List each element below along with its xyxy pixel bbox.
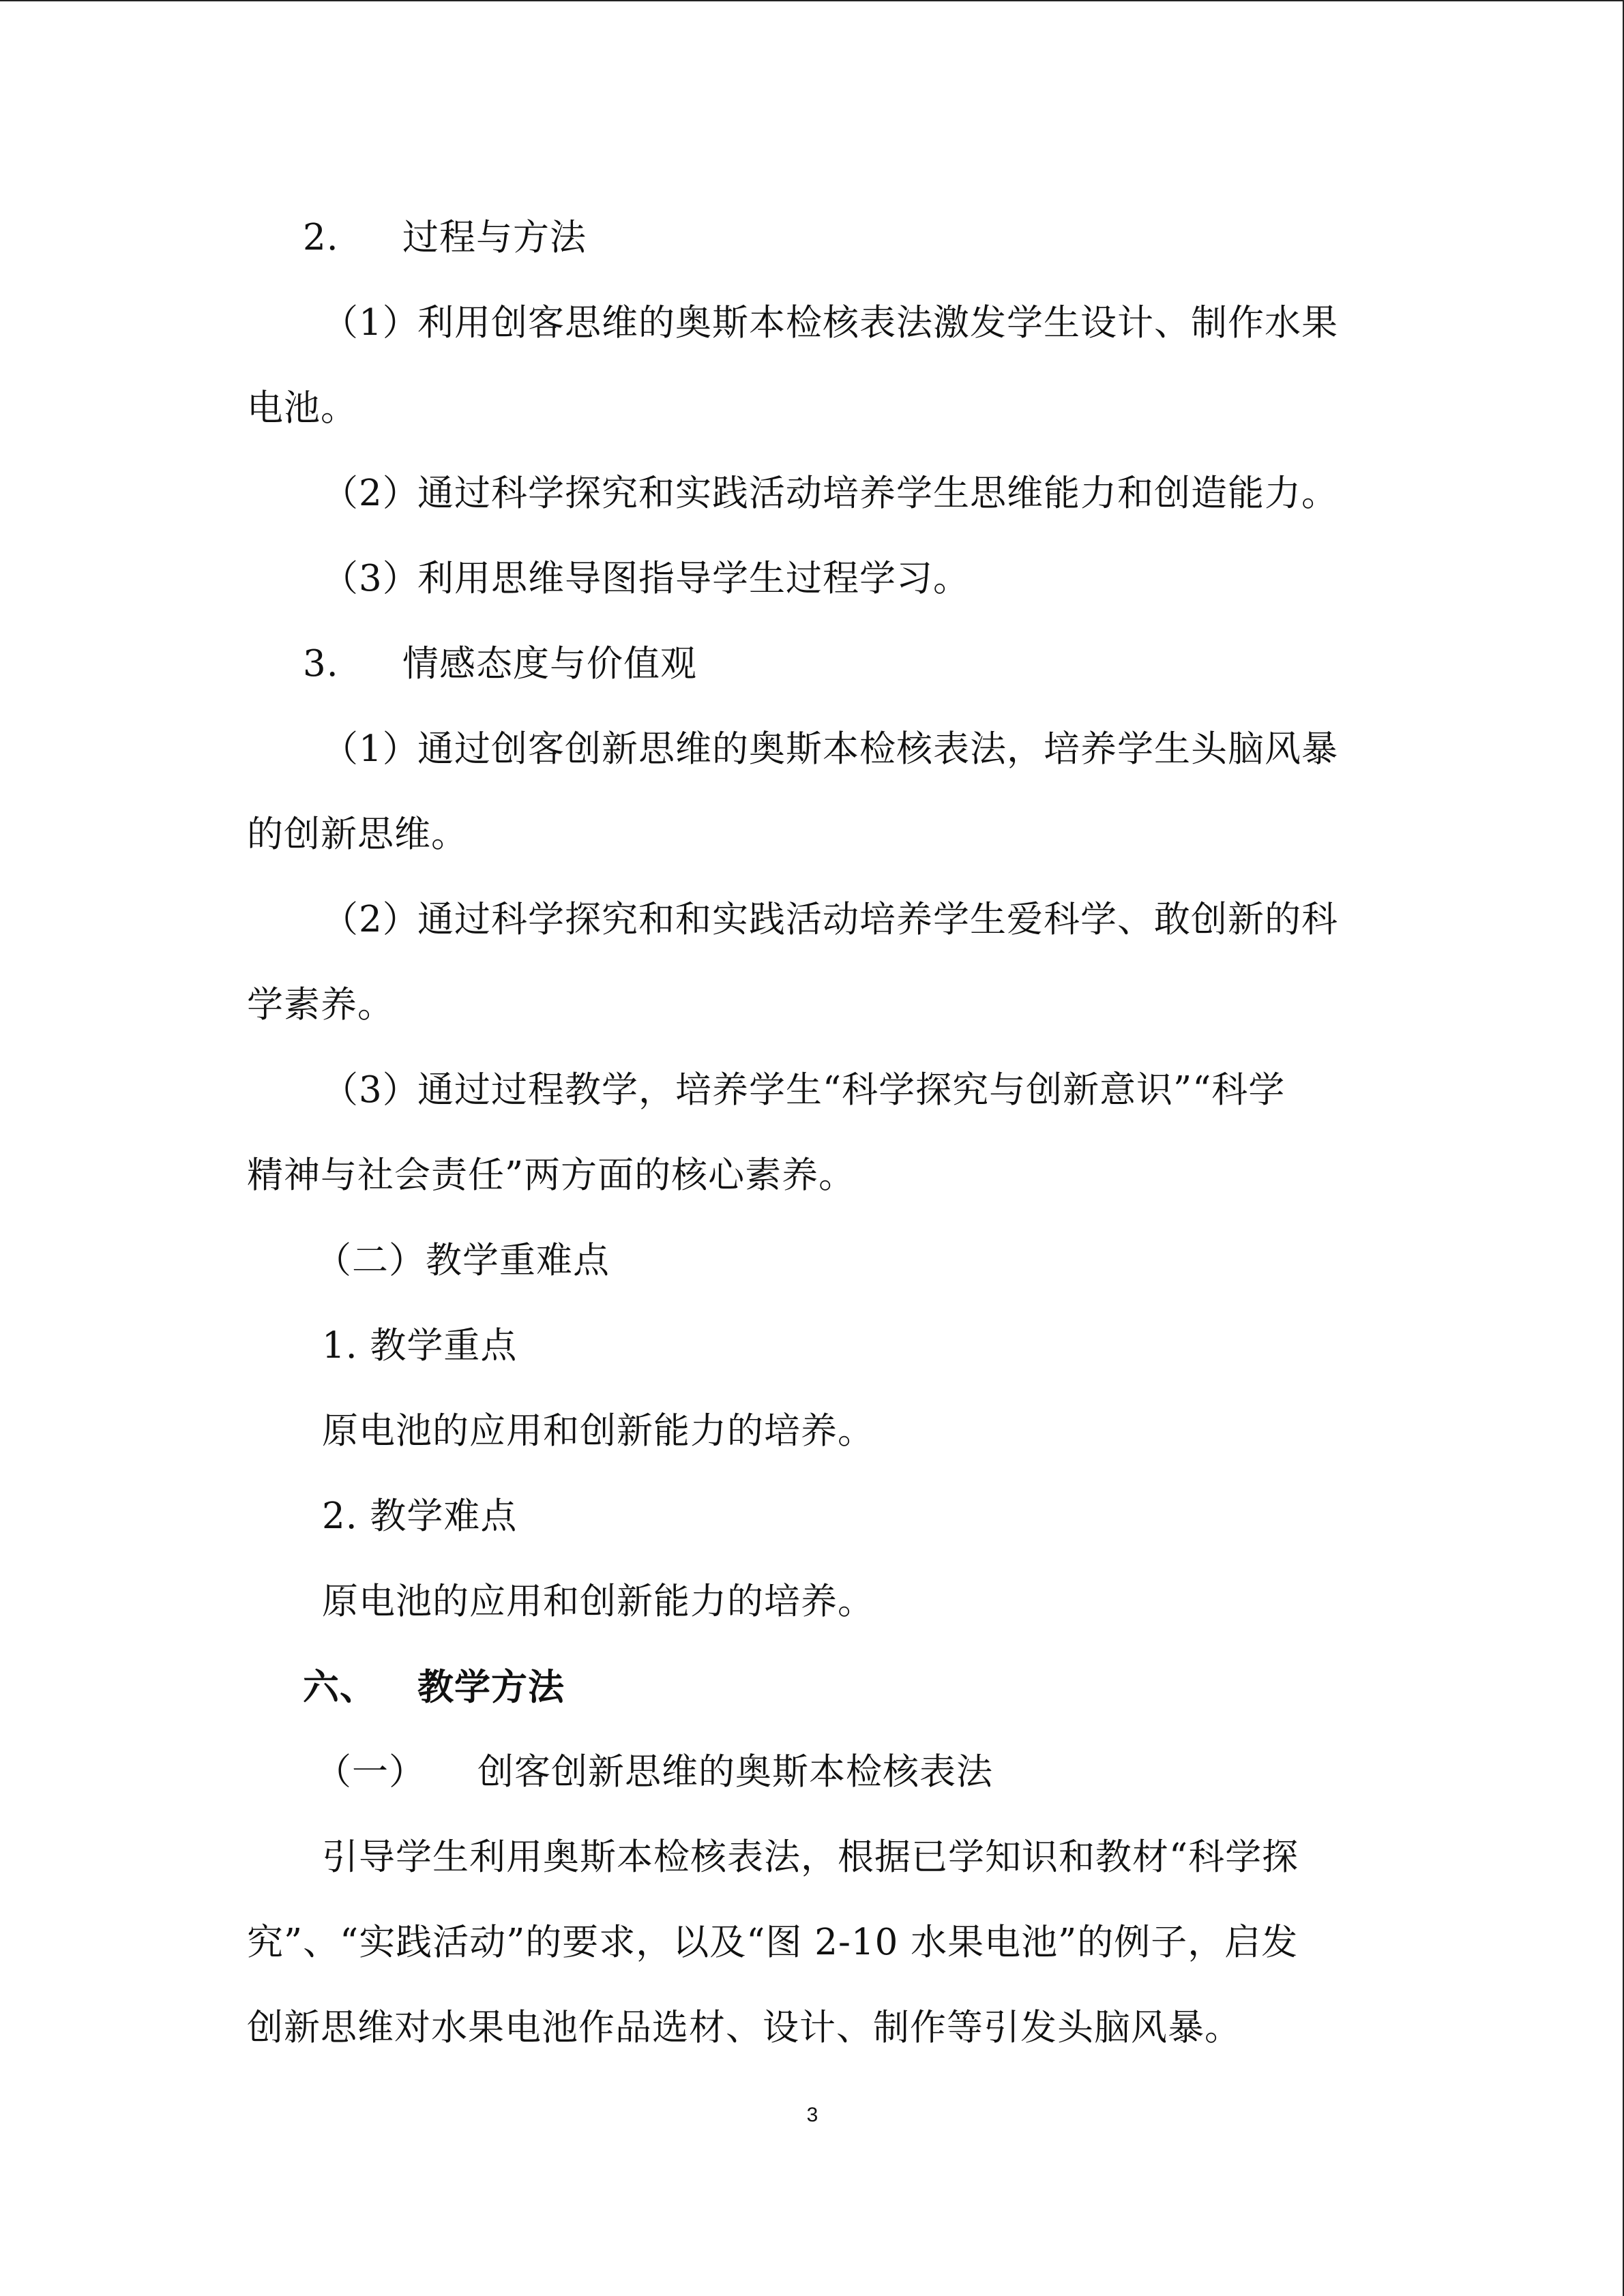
heading-attitude-values [303, 642, 697, 686]
list-item-number: （2） [322, 473, 419, 514]
list-item [322, 472, 1338, 516]
list-item-text: 通过科学探究和和实践活动培养学生爱科学、敢创新的科 [417, 899, 1338, 940]
heading-number: 2. [303, 217, 339, 258]
paragraph-line: 电池。 [247, 387, 357, 429]
paragraph-line: 原电池的应用和创新能力的培养。 [322, 1581, 874, 1622]
list-item [322, 728, 1338, 771]
list-item-text: 通过创客创新思维的奥斯本检核表法，培养学生头脑风暴 [417, 728, 1338, 770]
paragraph-line: 的创新思维。 [247, 814, 468, 855]
subheading-difficult-points: 2. 教学难点 [322, 1495, 518, 1537]
list-item [322, 898, 1338, 942]
heading-process-method [303, 216, 587, 260]
heading-text: 教学方法 [417, 1666, 565, 1708]
heading-text: 情感态度与价值观 [402, 643, 697, 685]
list-item-text: 利用思维导图指导学生过程学习。 [417, 558, 970, 599]
list-item-text: 通过过程教学，培养学生“科学探究与创新意识”“科学 [417, 1069, 1286, 1111]
paragraph-line: 究”、“实践活动”的要求，以及“图 2-10 水果电池”的例子，启发 [247, 1922, 1299, 1963]
heading-number: 3. [303, 643, 339, 685]
paragraph-line: 创新思维对水果电池作品选材、设计、制作等引发头脑风暴。 [247, 2007, 1241, 2048]
list-item-number: （3） [322, 1069, 419, 1111]
list-item-text: 通过科学探究和实践活动培养学生思维能力和创造能力。 [417, 473, 1338, 514]
section-heading-key-difficult-points: （二）教学重难点 [315, 1240, 610, 1281]
list-item [322, 557, 970, 601]
heading-text: 过程与方法 [402, 217, 587, 258]
paragraph-line: 精神与社会责任”两方面的核心素养。 [247, 1154, 856, 1196]
section-heading-osborn-checklist [315, 1750, 993, 1794]
list-item-number: （1） [322, 728, 419, 770]
paragraph-line: 引导学生利用奥斯本检核表法，根据已学知识和教材“科学探 [322, 1836, 1299, 1878]
chapter-heading-teaching-methods [303, 1665, 565, 1709]
list-item [322, 301, 1338, 345]
list-item-number: （2） [322, 899, 419, 940]
list-item-number: （3） [322, 558, 419, 599]
list-item [322, 1069, 1285, 1112]
list-item-text: 利用创客思维的奥斯本检核表法激发学生设计、制作水果 [417, 302, 1338, 344]
heading-number: （一） [315, 1751, 426, 1793]
list-item-number: （1） [322, 302, 419, 344]
subheading-key-points: 1. 教学重点 [322, 1325, 518, 1367]
paragraph-line: 学素养。 [247, 984, 394, 1026]
paragraph-line: 原电池的应用和创新能力的培养。 [322, 1410, 874, 1452]
heading-number: 六、 [303, 1666, 377, 1708]
heading-text: 创客创新思维的奥斯本检核表法 [477, 1751, 993, 1793]
page-number: 3 [806, 2104, 818, 2126]
